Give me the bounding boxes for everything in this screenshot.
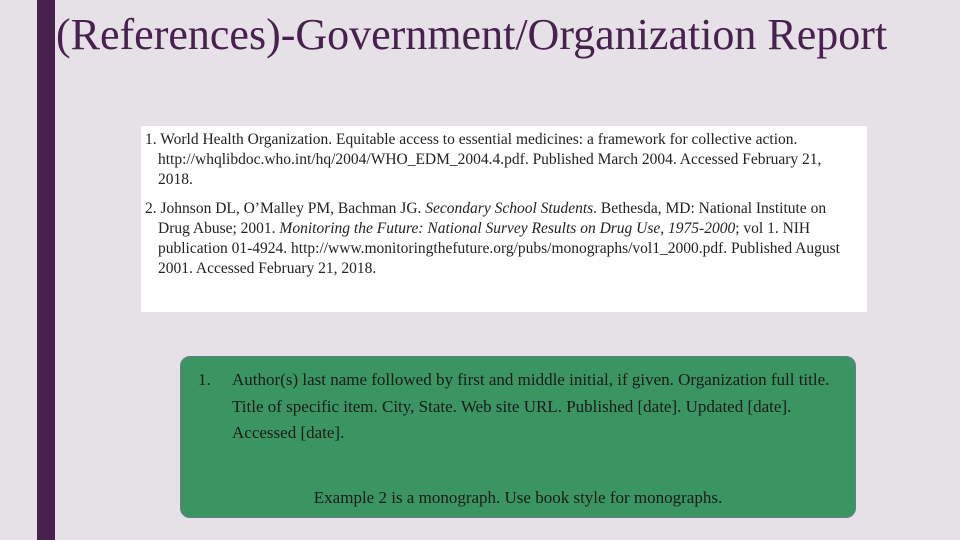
reference-authors: Johnson DL, O’Malley PM, Bachman JG. <box>160 200 422 217</box>
slide-title: (References)-Government/Organization Report <box>56 10 888 59</box>
reference-number: 2. <box>145 200 157 217</box>
reference-title: Secondary School Students <box>425 200 594 217</box>
rule-text: Author(s) last name followed by first and middle initial, if given. Organization full title. Title of specific item. City, State. Web site URL. Published [date]. Updated [date]. Accessed [date]. <box>232 370 830 442</box>
reference-text: World Health Organization. Equitable access to essential medicines: a framework for collective action. http://whqlibdoc.who.int/hq/2004/WHO_EDM_2004.4.pdf. Published March 2004. Accessed February 21, 2018. <box>158 131 822 188</box>
reference-series: Monitoring the Future: National Survey Results on Drug Use, 1975-2000 <box>279 220 736 237</box>
reference-tail: ; vol 1. NIH publication 01-4924. http://www.monitoringthefuture.org/pubs/monographs/vol1_2000.pdf. Published August 2001. Accessed February 21, 2018. <box>158 220 840 277</box>
example-note: Example 2 is a monograph. Use book style for monographs. <box>313 488 723 507</box>
reference-publisher: . Bethesda, MD: National Institute on Drug Abuse; 2001. <box>158 200 827 237</box>
reference-entry-2 <box>145 199 859 279</box>
reference-entry-1 <box>145 130 859 190</box>
format-rule-callout <box>180 356 856 518</box>
reference-examples-panel <box>141 126 867 312</box>
accent-bar <box>37 0 55 540</box>
reference-number: 1. <box>145 131 157 148</box>
rule-number: 1. <box>198 370 211 389</box>
